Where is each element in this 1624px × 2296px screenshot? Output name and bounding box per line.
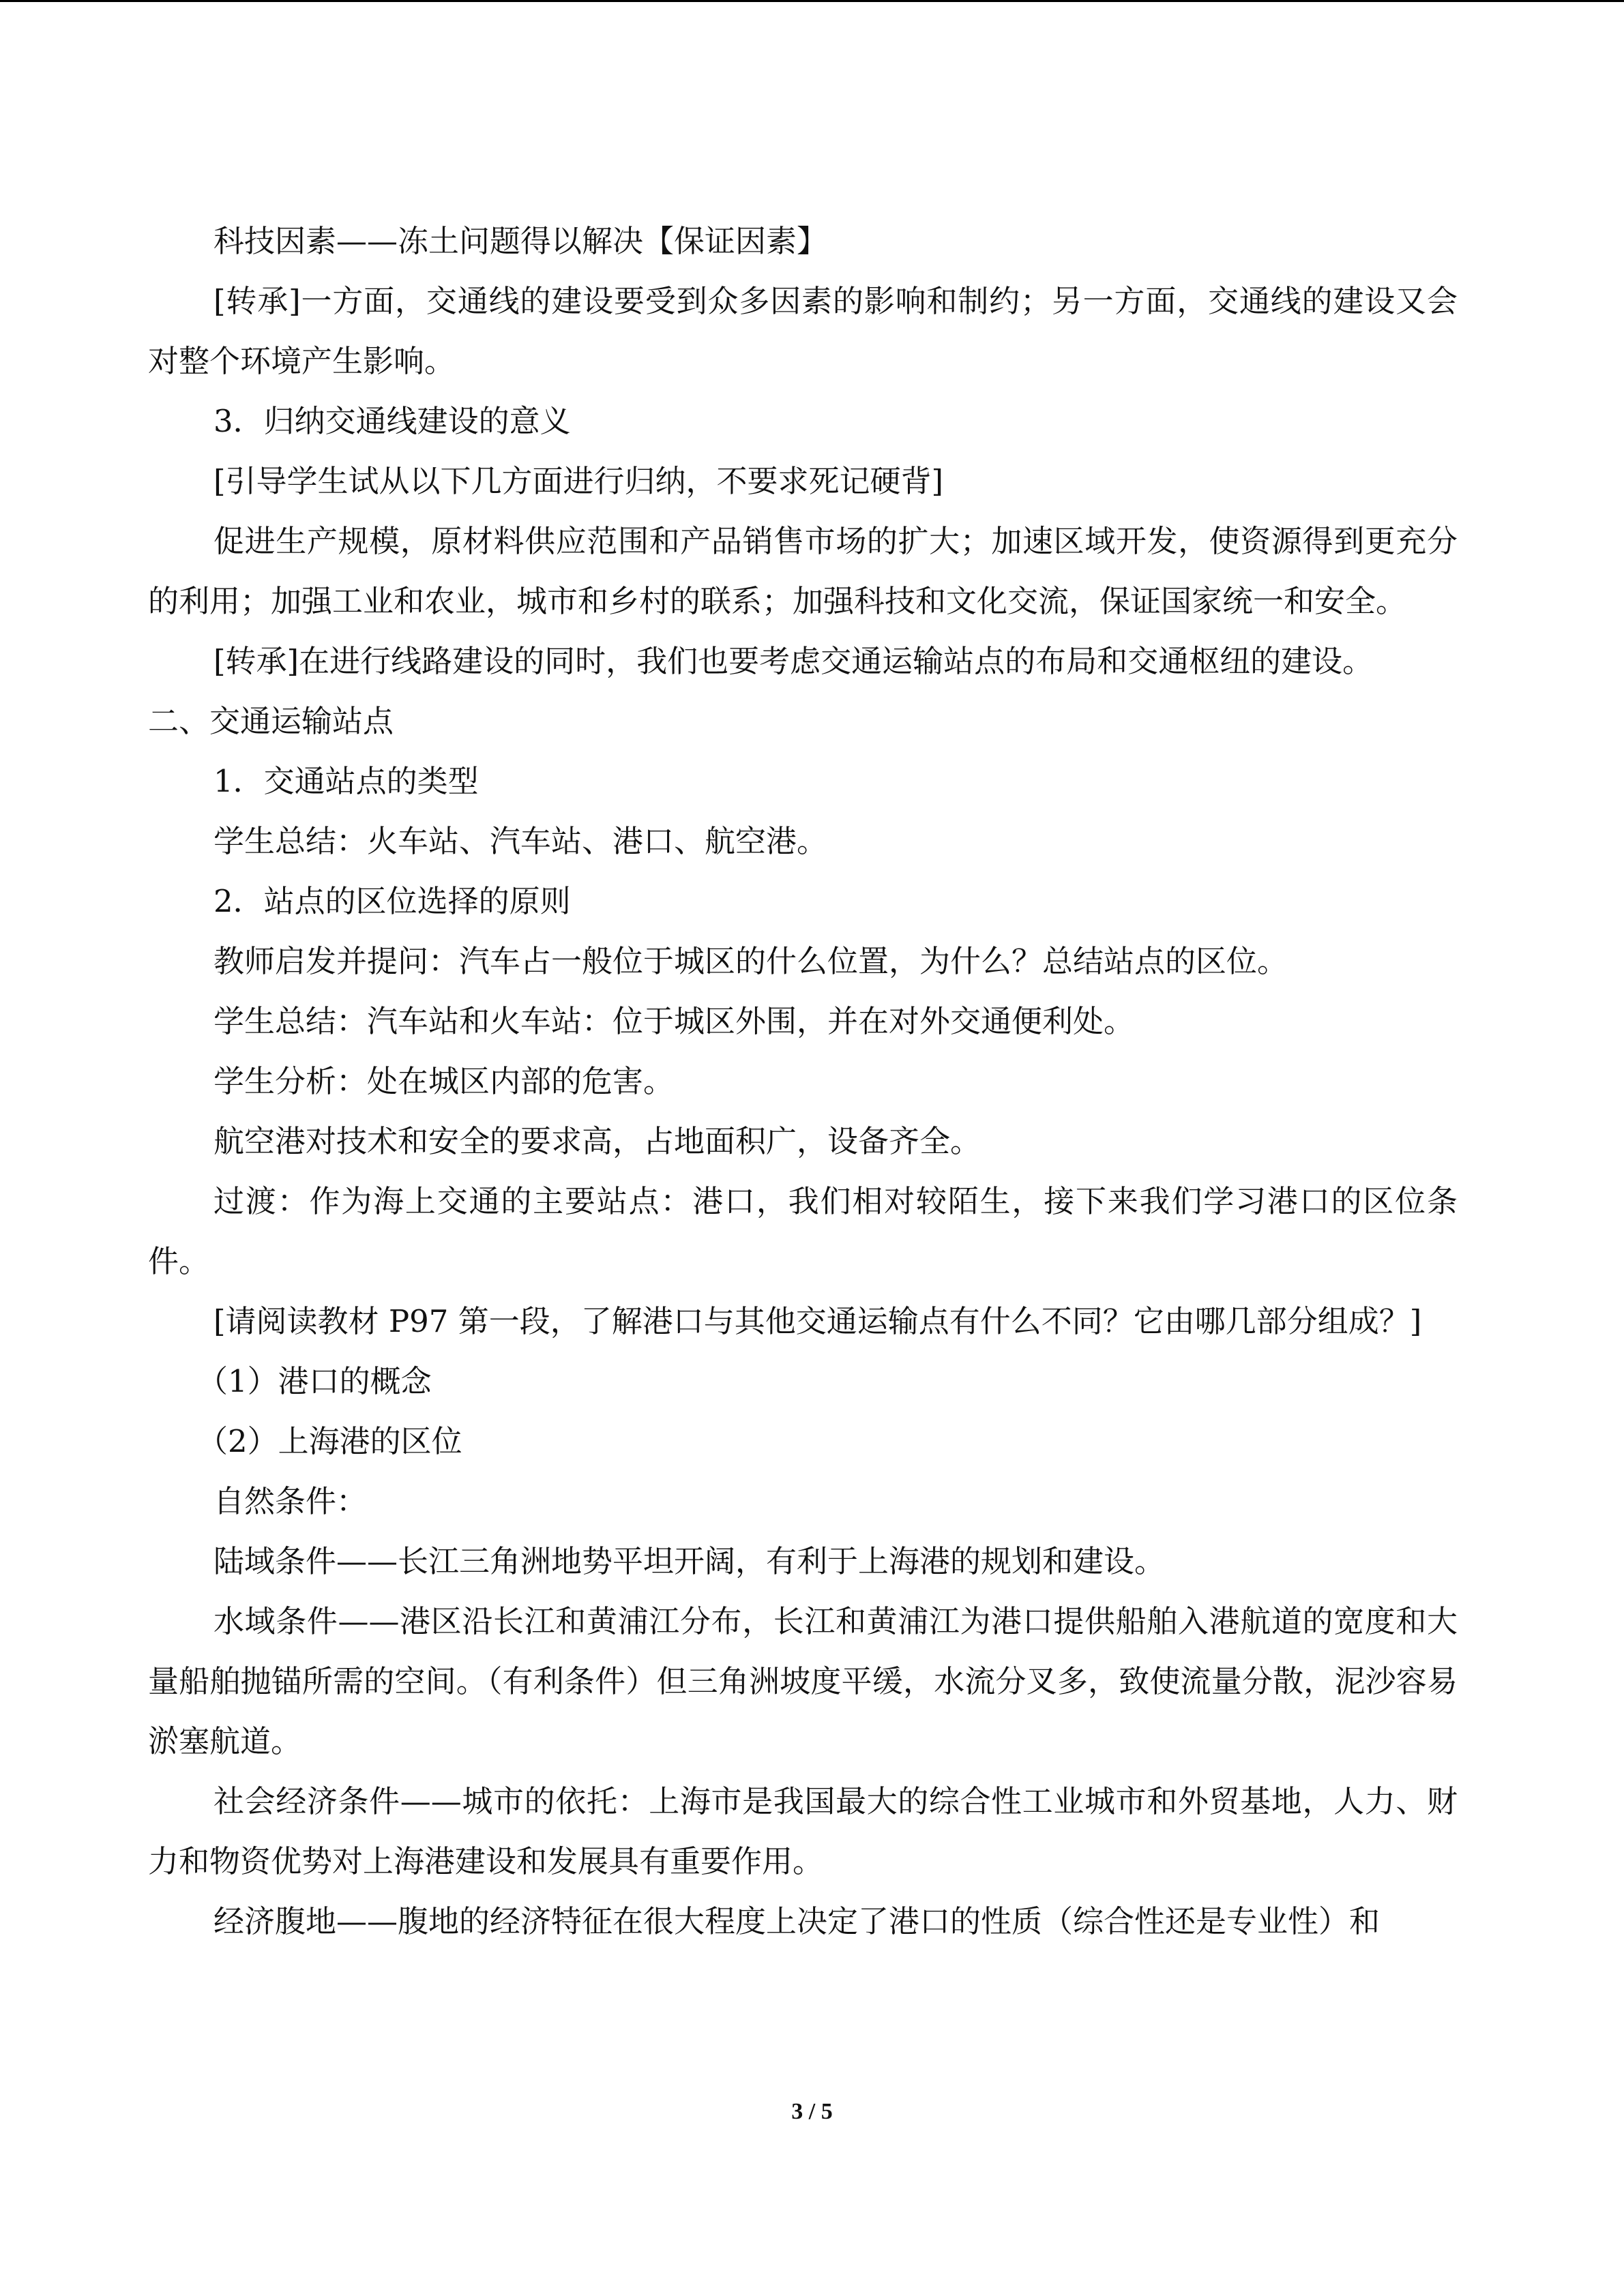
paragraph-socioeconomic-conditions: 社会经济条件——城市的依托：上海市是我国最大的综合性工业城市和外贸基地，人力、财力和物资优势对上海港建设和发展具有重要作用。 <box>148 1783 1458 1879</box>
heading-location-principles: 2．站点的区位选择的原则 <box>213 883 571 919</box>
paragraph-transition-2: [转承]在进行线路建设的同时，我们也要考虑交通运输站点的布局和交通枢纽的建设。 <box>213 643 1374 679</box>
paragraph-student-summary-location: 学生总结：汽车站和火车站：位于城区外围，并在对外交通便利处。 <box>213 1003 1135 1039</box>
paragraph-transition-port: 过渡：作为海上交通的主要站点：港口，我们相对较陌生，接下来我们学习港口的区位条件。 <box>148 1183 1458 1279</box>
section-heading-stations: 二、交通运输站点 <box>148 703 394 739</box>
paragraph-water-conditions: 水域条件——港区沿长江和黄浦江分布，长江和黄浦江为港口提供船舶入港航道的宽度和大量船舶抛锚所需的空间。（有利条件）但三角洲坡度平缓，水流分叉多，致使流量分散，泥沙容易淤塞航道。 <box>148 1603 1458 1759</box>
page-number: 3 / 5 <box>791 2099 833 2124</box>
paragraph-airport: 航空港对技术和安全的要求高，占地面积广，设备齐全。 <box>213 1123 981 1159</box>
paragraph-significance-content: 促进生产规模，原材料供应范围和产品销售市场的扩大；加速区域开发，使资源得到更充分的利用；加强工业和农业，城市和乡村的联系；加强科技和文化交流，保证国家统一和安全。 <box>148 523 1458 619</box>
paragraph-tech-factor: 科技因素——冻土问题得以解决【保证因素】 <box>213 223 828 259</box>
paragraph-economic-hinterland: 经济腹地——腹地的经济特征在很大程度上决定了港口的性质（综合性还是专业性）和 <box>213 1903 1381 1939</box>
paragraph-guide-students: [引导学生试从以下几方面进行归纳，不要求死记硬背] <box>213 463 944 499</box>
document-body <box>148 211 1458 1952</box>
paragraph-student-summary-types: 学生总结：火车站、汽车站、港口、航空港。 <box>213 823 828 859</box>
item-port-concept: （1）港口的概念 <box>197 1363 432 1399</box>
paragraph-student-analysis: 学生分析：处在城区内部的危害。 <box>213 1063 675 1099</box>
heading-significance: 3．归纳交通线建设的意义 <box>213 403 571 439</box>
paragraph-teacher-question: 教师启发并提问：汽车占一般位于城区的什么位置，为什么？总结站点的区位。 <box>213 943 1288 979</box>
item-shanghai-port-location: （2）上海港的区位 <box>197 1423 462 1459</box>
page-top-border <box>0 0 1624 2</box>
heading-station-types: 1．交通站点的类型 <box>213 763 479 799</box>
paragraph-land-conditions: 陆域条件——长江三角洲地势平坦开阔，有利于上海港的规划和建设。 <box>213 1543 1166 1579</box>
paragraph-transition-1: [转承]一方面，交通线的建设要受到众多因素的影响和制约；另一方面，交通线的建设又会对整个环境产生影响。 <box>148 283 1458 379</box>
paragraph-natural-conditions: 自然条件： <box>213 1483 368 1519</box>
paragraph-reading-task: [请阅读教材 P97 第一段，了解港口与其他交通运输点有什么不同？它由哪几部分组成？] <box>213 1303 1422 1339</box>
